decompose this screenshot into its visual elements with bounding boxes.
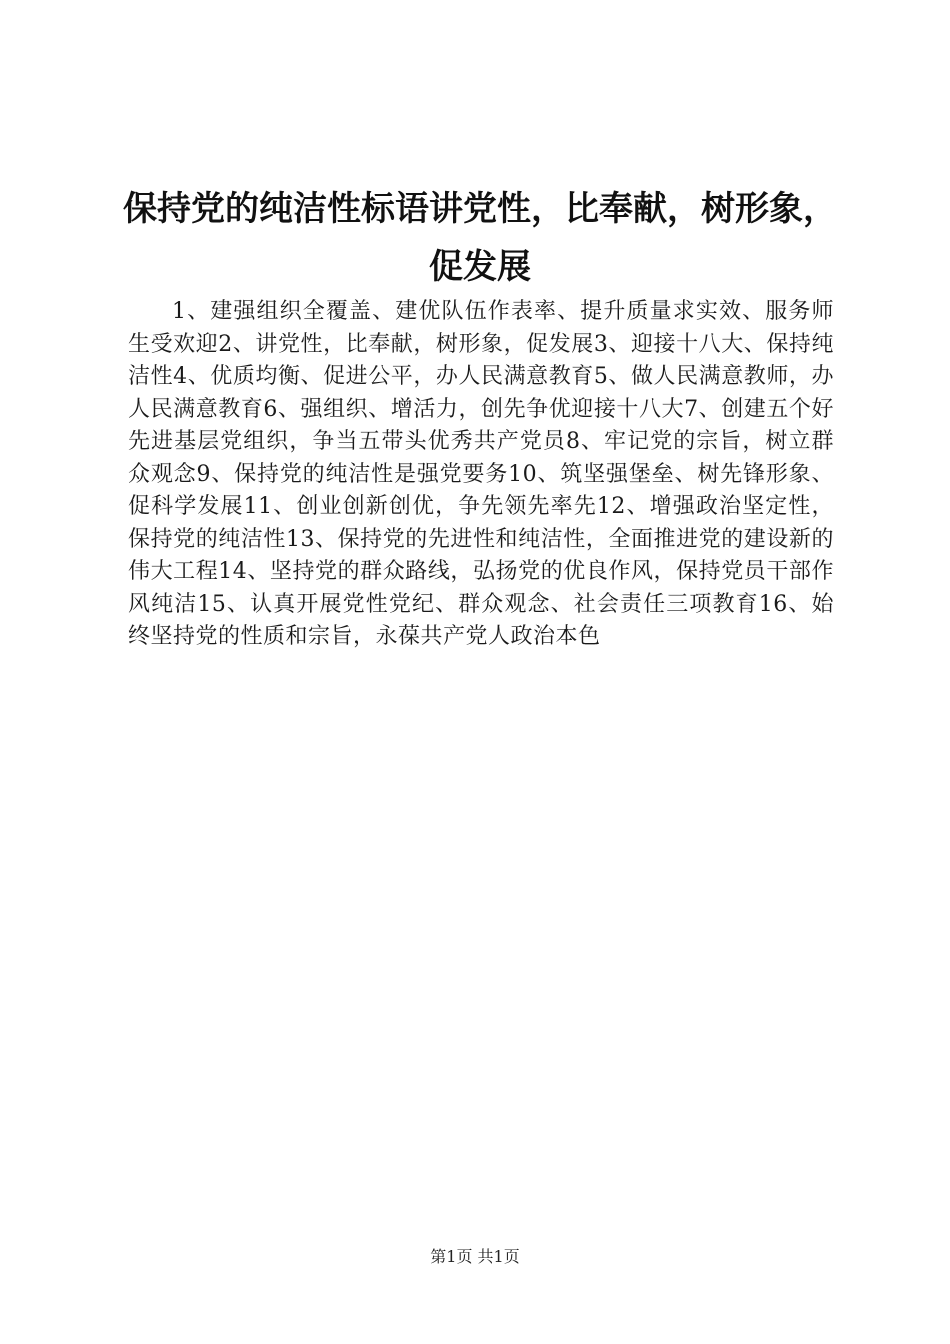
document-body: 1、建强组织全覆盖、建优队伍作表率、提升质量求实效、服务师生受欢迎2、讲党性，比奉献，树形象，促发展3、迎接十八大、保持纯洁性4、优质均衡、促进公平，办人民满意教育5、做人民满意教师，办人民满意教育6、强组织、增活力，创先争优迎接十八大7、创建五个好先进基层党组织，争当五带头优秀共产党员8、牢记党的宗旨，树立群众观念9、保持党的纯洁性是强党要务10、筑坚强堡垒、树先锋形象、促科学发展11、创业创新创优，争先领先率先12、增强政治坚定性，保持党的纯洁性13、保持党的先进性和纯洁性，全面推进党的建设新的伟大工程14、坚持党的群众路线，弘扬党的优良作风，保持党员干部作风纯洁15、认真开展党性党纪、群众观念、社会责任三项教育16、始终坚持党的性质和宗旨，永葆共产党人政治本色 (128, 299, 834, 649)
document-title: 保持党的纯洁性标语讲党性，比奉献，树形象，促发展 (123, 189, 837, 287)
page-footer: 第1页 共1页 (430, 1247, 520, 1266)
